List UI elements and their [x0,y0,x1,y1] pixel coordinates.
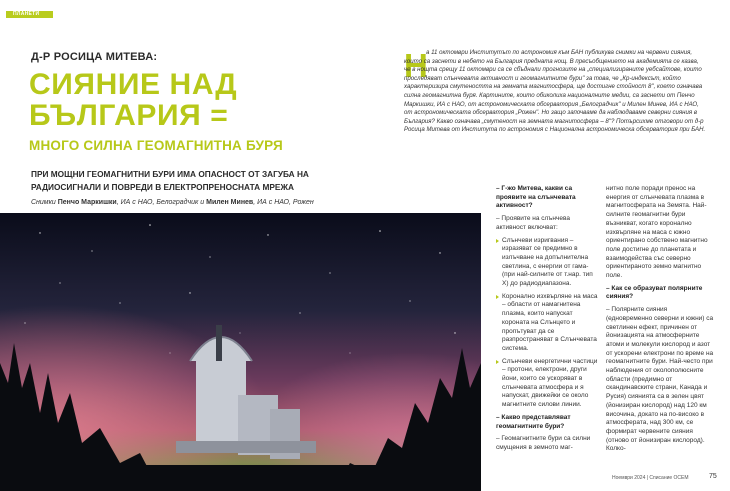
page-number: 75 [709,473,717,480]
answer-2: – Геомагнитните бури са силни смущения в земното маг- [496,435,591,451]
question-1: – Г-жо Митева, какви са проявите на слънчевата активност? [496,185,576,210]
question-2: – Какво представляват геомагнитните бури? [496,413,571,430]
title-line-1: СИЯНИЕ НАД [29,68,238,101]
question-3: – Как се образуват полярните сияния? [606,284,703,301]
answer-1: – Проявите на слънчева активност включват: [496,215,570,231]
answer-3: – Полярните сияния (едновременно северни и южни) са светлинен ефект, причинен от йонизацията на атмосферните атоми и молекули кислород и азот от ускорени електрони по време на геомагнитните бури. Най-често при наблюдения от околополюсните области (предимно от скандинавските страни, Канада и Русия) сиянията са в зелен цвят (йонизиран кислород) над 120 км височина, докато на по-високо в атмосферата, над 300 км, се формират червените сияния (отново от йонизиран кислород). Колко- [606,306,714,453]
bullet-item: Слънчеви изригвания – изразяват се предимно в излъчване на допълнителна светлина, с енергии от гама- (при най-силните от т.нар. тип X) до радиодиапазона. [496,237,601,289]
column-1 [496,185,601,457]
bullet-item: Слънчеви енергетични частици – протони, електрони, други йони, които се ускоряват в слънчевата атмосфера и я напускат, движейки се около магнитните силови линии. [496,358,601,410]
column-2 [606,185,714,458]
photo-credits: Снимки Пенчо Маркишки, ИА с НАО, Белоградчик и Милен Минев, ИА с НАО, Рожен [31,199,314,206]
author-heading: Д-Р РОСИЦА МИТЕВА: [31,51,158,63]
intro-paragraph: а 11 октомври Институтът по астрономия към БАН публикува снимки на червени сияния, които са заснети в небето на България предната нощ. В пресъобщението на академията се казва, че в нощта срещу 11 октомври са се сбъднали прогнозите на „специализираните уебсайтове, които проследяват слънчевата активност и геомагнитните бури" за това, че „Кр-индексът, който характеризира смутеността на земната магнитосфера, ще достигне стойност 8", което означава силна геомагнитна буря. Картините, които обиколиха националните медии, са заснети от Пенчо Маркишки, ИА с НАО, от астрономическата обсерватория „Белоградчик" и Милен Минев, ИА с НАО, от астрономическата обсерватория „Рожен". Но защо започваме да наблюдаваме северни сияния в България? Какво означава „смутеност на земната магнитосфера – 8"? Потърсихме отговори от д-р Росица Митева от Института по астрономия с Национална астрономическа обсерватория при БАН. [404,49,706,134]
section-tag: ПЛАНЕТИ [6,11,53,18]
column-2-paragraph: нитно поле поради пренос на енергия от слънчевата плазма в магнитосферата на Земята. Най-силните геомагнитни бури възникват, когато коронално изхвърляне на маса с южно ориентирано собствено магнитно поле достигне до планетата и взаимодейства със северно ориентираното земно магнитно поле. [606,185,708,280]
title-line-2: БЪЛГАРИЯ = [29,99,229,132]
subtitle: МНОГО СИЛНА ГЕОМАГНИТНА БУРЯ [29,138,283,153]
drop-cap: Н [404,47,428,84]
lead-text: ПРИ МОЩНИ ГЕОМАГНИТНИ БУРИ ИМА ОПАСНОСТ ОТ ЗАГУБА НА РАДИОСИГНАЛИ И ПОВРЕДИ В ЕЛЕКТРОПРЕНОСНАТА МРЕЖА [31,169,309,192]
observatory-aurora-photo [0,213,481,491]
footer-issue: Ноември 2024 | Списание ОСЕМ [612,475,689,481]
bullet-item: Коронално изхвърляне на маса – области от намагнитена плазма, които напускат короната на Слънцето и пропътуват да се разпространяват в Слънчевата система. [496,293,601,354]
